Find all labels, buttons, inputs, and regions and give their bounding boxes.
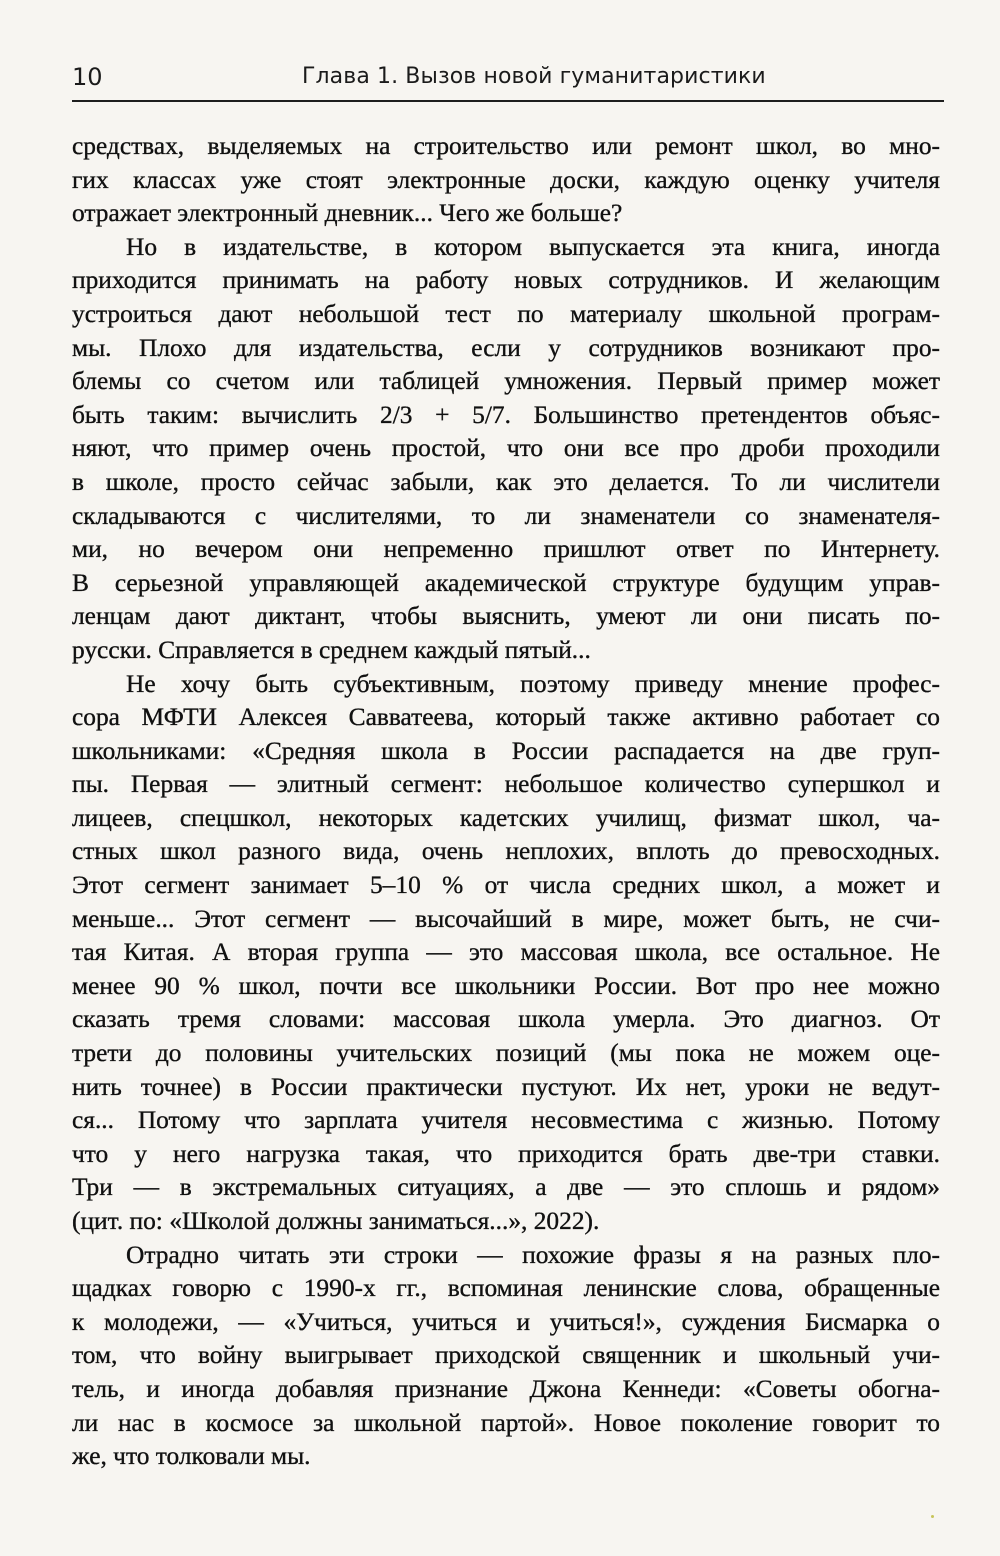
text-line: стных школ разного вида, очень неплохих, вплоть до превосходных. bbox=[72, 837, 940, 866]
text-line: же, что толковали мы. bbox=[72, 1442, 311, 1471]
text-line: няют, что пример очень простой, что они все про дроби проходили bbox=[72, 434, 940, 463]
text-line: том, что войну выигрывает приходской священник и школьный учи- bbox=[72, 1341, 940, 1370]
text-line: блемы со счетом или таблицей умножения. Первый пример может bbox=[72, 367, 940, 396]
text-line: приходится принимать на работу новых сотрудников. И желающим bbox=[72, 266, 940, 295]
text-line: Не хочу быть субъективным, поэтому приведу мнение профес- bbox=[126, 669, 940, 698]
text-line: русски. Справляется в среднем каждый пятый... bbox=[72, 635, 591, 664]
text-line: трети до половины учительских позиций (мы пока не можем оце- bbox=[72, 1039, 940, 1068]
text-line: к молодежи, — «Учиться, учиться и учиться!», суждения Бисмарка о bbox=[72, 1307, 940, 1336]
text-line: нить точнее) в России практически пустуют. Их нет, уроки не ведут- bbox=[72, 1072, 940, 1101]
body-text bbox=[72, 130, 940, 1474]
text-line: школьниками: «Средняя школа в России распадается на две груп- bbox=[72, 736, 940, 765]
text-line: Но в издательстве, в котором выпускается эта книга, иногда bbox=[126, 232, 940, 261]
text-line: быть таким: вычислить 2/3 + 5/7. Большинство претендентов объяс- bbox=[72, 400, 940, 429]
paragraph bbox=[72, 1239, 940, 1474]
paragraph bbox=[72, 668, 940, 1239]
text-line: сора МФТИ Алексея Савватеева, который также активно работает со bbox=[72, 703, 940, 732]
text-line: пы. Первая — элитный сегмент: небольшое количество супершкол и bbox=[72, 770, 940, 799]
paragraph bbox=[72, 130, 940, 231]
text-line: ми, но вечером они непременно пришлют ответ по Интернету. bbox=[72, 535, 940, 564]
text-line: складываются с числителями, то ли знаменатели со знаменателя- bbox=[72, 501, 940, 530]
text-line: ли нас в космосе за школьной партой». Новое поколение говорит то bbox=[72, 1408, 940, 1437]
print-speck bbox=[931, 1515, 934, 1518]
text-line: (цит. по: «Школой должны заниматься...», 2022). bbox=[72, 1207, 600, 1235]
text-line: В серьезной управляющей академической структуре будущим управ- bbox=[72, 568, 940, 597]
text-line: в школе, просто сейчас забыли, как это делается. То ли числители bbox=[72, 467, 940, 496]
text-line: щадках говорю с 1990-х гг., вспоминая ленинские слова, обращенные bbox=[72, 1274, 940, 1303]
paragraph bbox=[72, 231, 940, 668]
running-header bbox=[72, 56, 944, 102]
text-line: лицеев, спецшкол, некоторых кадетских училищ, физмат школ, ча- bbox=[72, 803, 940, 832]
text-line: менее 90 % школ, почти все школьники России. Вот про нее можно bbox=[72, 971, 940, 1000]
text-line: Отрадно читать эти строки — похожие фразы я на разных пло- bbox=[126, 1240, 940, 1269]
text-line: гих классах уже стоят электронные доски, каждую оценку учителя bbox=[72, 165, 940, 194]
page-number: 10 bbox=[72, 63, 103, 91]
text-line: меньше... Этот сегмент — высочайший в мире, может быть, не счи- bbox=[72, 904, 940, 933]
text-line: Этот сегмент занимает 5–10 % от числа средних школ, а может и bbox=[72, 871, 940, 900]
text-line: мы. Плохо для издательства, если у сотрудников возникают про- bbox=[72, 333, 940, 362]
text-line: средствах, выделяемых на строительство или ремонт школ, во мно- bbox=[72, 132, 940, 160]
text-line: Три — в экстремальных ситуациях, а две — это сплошь и рядом» bbox=[72, 1173, 940, 1202]
text-line: ся... Потому что зарплата учителя несовместима с жизнью. Потому bbox=[72, 1106, 940, 1135]
text-line: тая Китая. А вторая группа — это массовая школа, все остальное. Не bbox=[72, 938, 940, 967]
text-line: устроиться дают небольшой тест по материалу школьной програм- bbox=[72, 299, 940, 328]
text-line: тель, и иногда добавляя признание Джона Кеннеди: «Советы обогна- bbox=[72, 1374, 940, 1403]
text-line: отражает электронный дневник... Чего же больше? bbox=[72, 199, 623, 228]
chapter-title: Глава 1. Вызов новой гуманитаристики bbox=[302, 64, 766, 89]
text-line: что у него нагрузка такая, что приходится брать две-три ставки. bbox=[72, 1139, 940, 1168]
text-line: сказать тремя словами: массовая школа умерла. Это диагноз. От bbox=[72, 1005, 940, 1034]
text-line: ленцам дают диктант, чтобы выяснить, умеют ли они писать по- bbox=[72, 602, 940, 631]
